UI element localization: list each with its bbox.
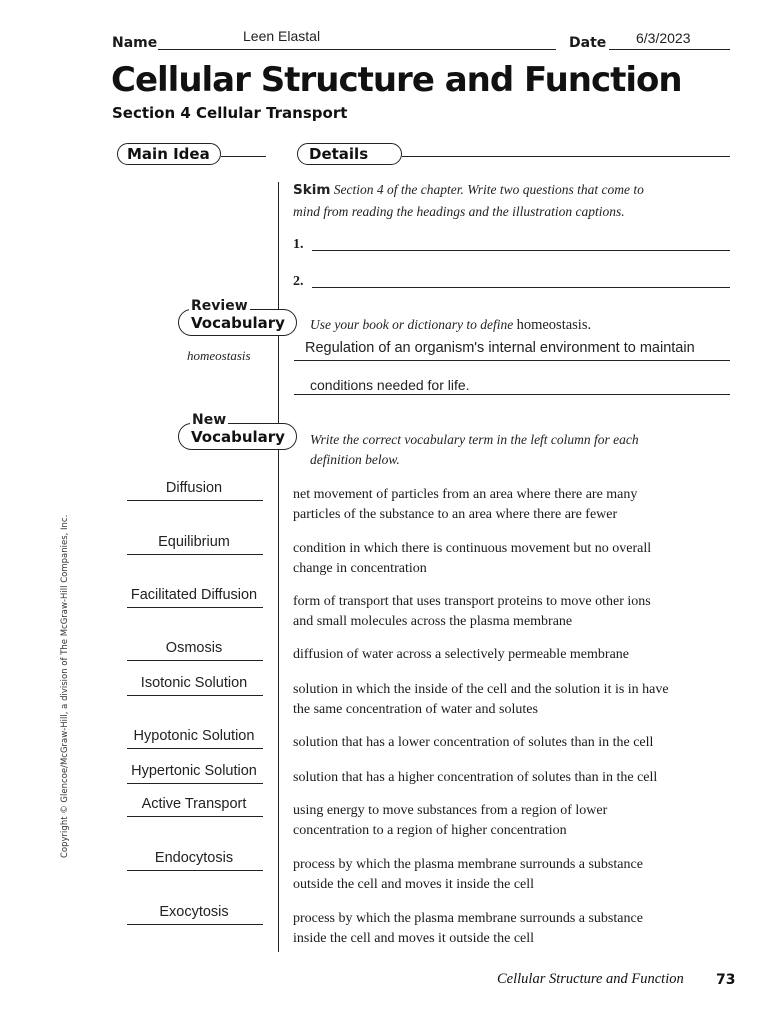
main-idea-header <box>117 143 221 165</box>
vocab-term-line <box>127 660 263 661</box>
vocab-definition <box>293 909 733 949</box>
vocab-term-line <box>127 695 263 696</box>
question-2-line[interactable] <box>312 287 730 288</box>
vocab-term-line <box>127 607 263 608</box>
vocab-definition-line1: diffusion of water across a selectively permeable membrane <box>293 647 629 662</box>
vocab-term[interactable]: Equilibrium <box>158 534 230 550</box>
new-vocab-instruction <box>310 430 730 470</box>
question-2-label: 2. <box>293 274 304 289</box>
vocab-definition <box>293 801 733 841</box>
vocab-term-line <box>127 500 263 501</box>
new-vocab-instruction-line2: definition below. <box>310 452 400 467</box>
skim-instructions <box>293 179 733 223</box>
vocab-definition-line2: particles of the substance to an area where there are fewer <box>293 507 618 522</box>
vocab-definition-line2: outside the cell and moves it inside the cell <box>293 877 535 892</box>
new-vocab-instruction-line1: Write the correct vocabulary term in the left column for each <box>310 432 639 447</box>
vocab-term[interactable]: Osmosis <box>165 640 223 656</box>
vocab-term-line <box>127 816 263 817</box>
vocab-definition-line2: change in concentration <box>293 561 427 576</box>
vocab-definition <box>293 680 733 720</box>
main-idea-label: Main Idea <box>127 145 210 163</box>
skim-lead: Skim <box>293 182 331 198</box>
vocab-definition-line1: process by which the plasma membrane surrounds a substance <box>293 911 643 926</box>
name-value[interactable]: Leen Elastal <box>243 28 321 44</box>
vocab-definition-line1: condition in which there is continuous movement but no overall <box>293 541 652 556</box>
vocab-definition <box>293 733 733 753</box>
footer-title: Cellular Structure and Function <box>497 971 684 987</box>
date-line <box>609 49 730 50</box>
vocab-definition <box>293 539 733 579</box>
vocab-term-line <box>127 783 263 784</box>
vocab-definition <box>293 592 733 632</box>
name-label: Name <box>112 35 158 51</box>
new-label: New <box>192 412 227 428</box>
details-header <box>297 143 402 165</box>
vocab-definition-line1: process by which the plasma membrane surrounds a substance <box>293 857 643 872</box>
skim-text-line2: mind from reading the headings and the illustration captions. <box>293 204 625 219</box>
name-line <box>158 49 556 50</box>
vocab-definition-line2: the same concentration of water and solutes <box>293 702 538 717</box>
review-answer-rule1 <box>294 360 730 361</box>
vocab-definition-line1: solution in which the inside of the cell and the solution it is in have <box>293 682 669 697</box>
question-1-label: 1. <box>293 237 304 252</box>
vocab-term[interactable]: Active Transport <box>141 796 247 812</box>
review-instruction-text: Use your book or dictionary to define <box>310 317 517 332</box>
vocab-term-line <box>127 870 263 871</box>
vocab-definition <box>293 645 733 665</box>
vocab-term[interactable]: Diffusion <box>165 480 223 496</box>
vocab-definition-line1: solution that has a lower concentration of solutes than in the cell <box>293 735 654 750</box>
vocab-definition-line1: net movement of particles from an area where there are many <box>293 487 638 502</box>
review-answer-rule2 <box>294 394 730 395</box>
vocab-definition-line2: concentration to a region of higher concentration <box>293 823 567 838</box>
review-answer-line2[interactable]: conditions needed for life. <box>310 377 470 393</box>
vocab-definition-line2: and small molecules across the plasma membrane <box>293 614 573 629</box>
vocab-term-line <box>127 748 263 749</box>
review-answer-line1[interactable]: Regulation of an organism's internal environment to maintain <box>305 340 695 356</box>
date-value[interactable]: 6/3/2023 <box>636 30 691 46</box>
vocab-definition-line1: using energy to move substances from a region of lower <box>293 803 608 818</box>
new-vocabulary-label: Vocabulary <box>191 428 285 446</box>
column-divider <box>278 182 279 952</box>
question-1-line[interactable] <box>312 250 730 251</box>
vocab-definition <box>293 855 733 895</box>
page-title: Cellular Structure and Function <box>111 60 682 100</box>
vocab-term[interactable]: Facilitated Diffusion <box>130 587 258 603</box>
vocab-term[interactable]: Isotonic Solution <box>140 675 248 691</box>
vocab-term[interactable]: Hypotonic Solution <box>133 728 255 744</box>
review-vocabulary-label: Vocabulary <box>191 314 285 332</box>
details-rule <box>402 156 730 157</box>
review-term: homeostasis <box>187 348 251 363</box>
review-instruction <box>310 314 591 336</box>
vocab-term[interactable]: Hypertonic Solution <box>131 763 257 779</box>
vocab-definition-line1: solution that has a higher concentration of solutes than in the cell <box>293 770 658 785</box>
vocab-term[interactable]: Endocytosis <box>154 850 234 866</box>
vocab-term[interactable]: Exocytosis <box>159 904 229 920</box>
vocab-definition-line2: inside the cell and moves it outside the cell <box>293 931 535 946</box>
vocab-definition <box>293 768 733 788</box>
review-instruction-term: homeostasis. <box>516 317 592 333</box>
copyright-text: Copyright © Glencoe/McGraw-Hill, a division of The McGraw-Hill Companies, Inc. <box>60 514 70 858</box>
vocab-term-line <box>127 924 263 925</box>
vocab-definition <box>293 485 733 525</box>
date-label: Date <box>569 35 607 51</box>
details-label: Details <box>309 145 369 163</box>
main-idea-rule <box>221 156 266 157</box>
review-label: Review <box>191 298 248 314</box>
page-number: 73 <box>716 972 736 988</box>
vocab-term-line <box>127 554 263 555</box>
vocab-definition-line1: form of transport that uses transport proteins to move other ions <box>293 594 651 609</box>
section-subtitle: Section 4 Cellular Transport <box>112 104 348 122</box>
skim-text-line1: Section 4 of the chapter. Write two questions that come to <box>330 182 644 197</box>
